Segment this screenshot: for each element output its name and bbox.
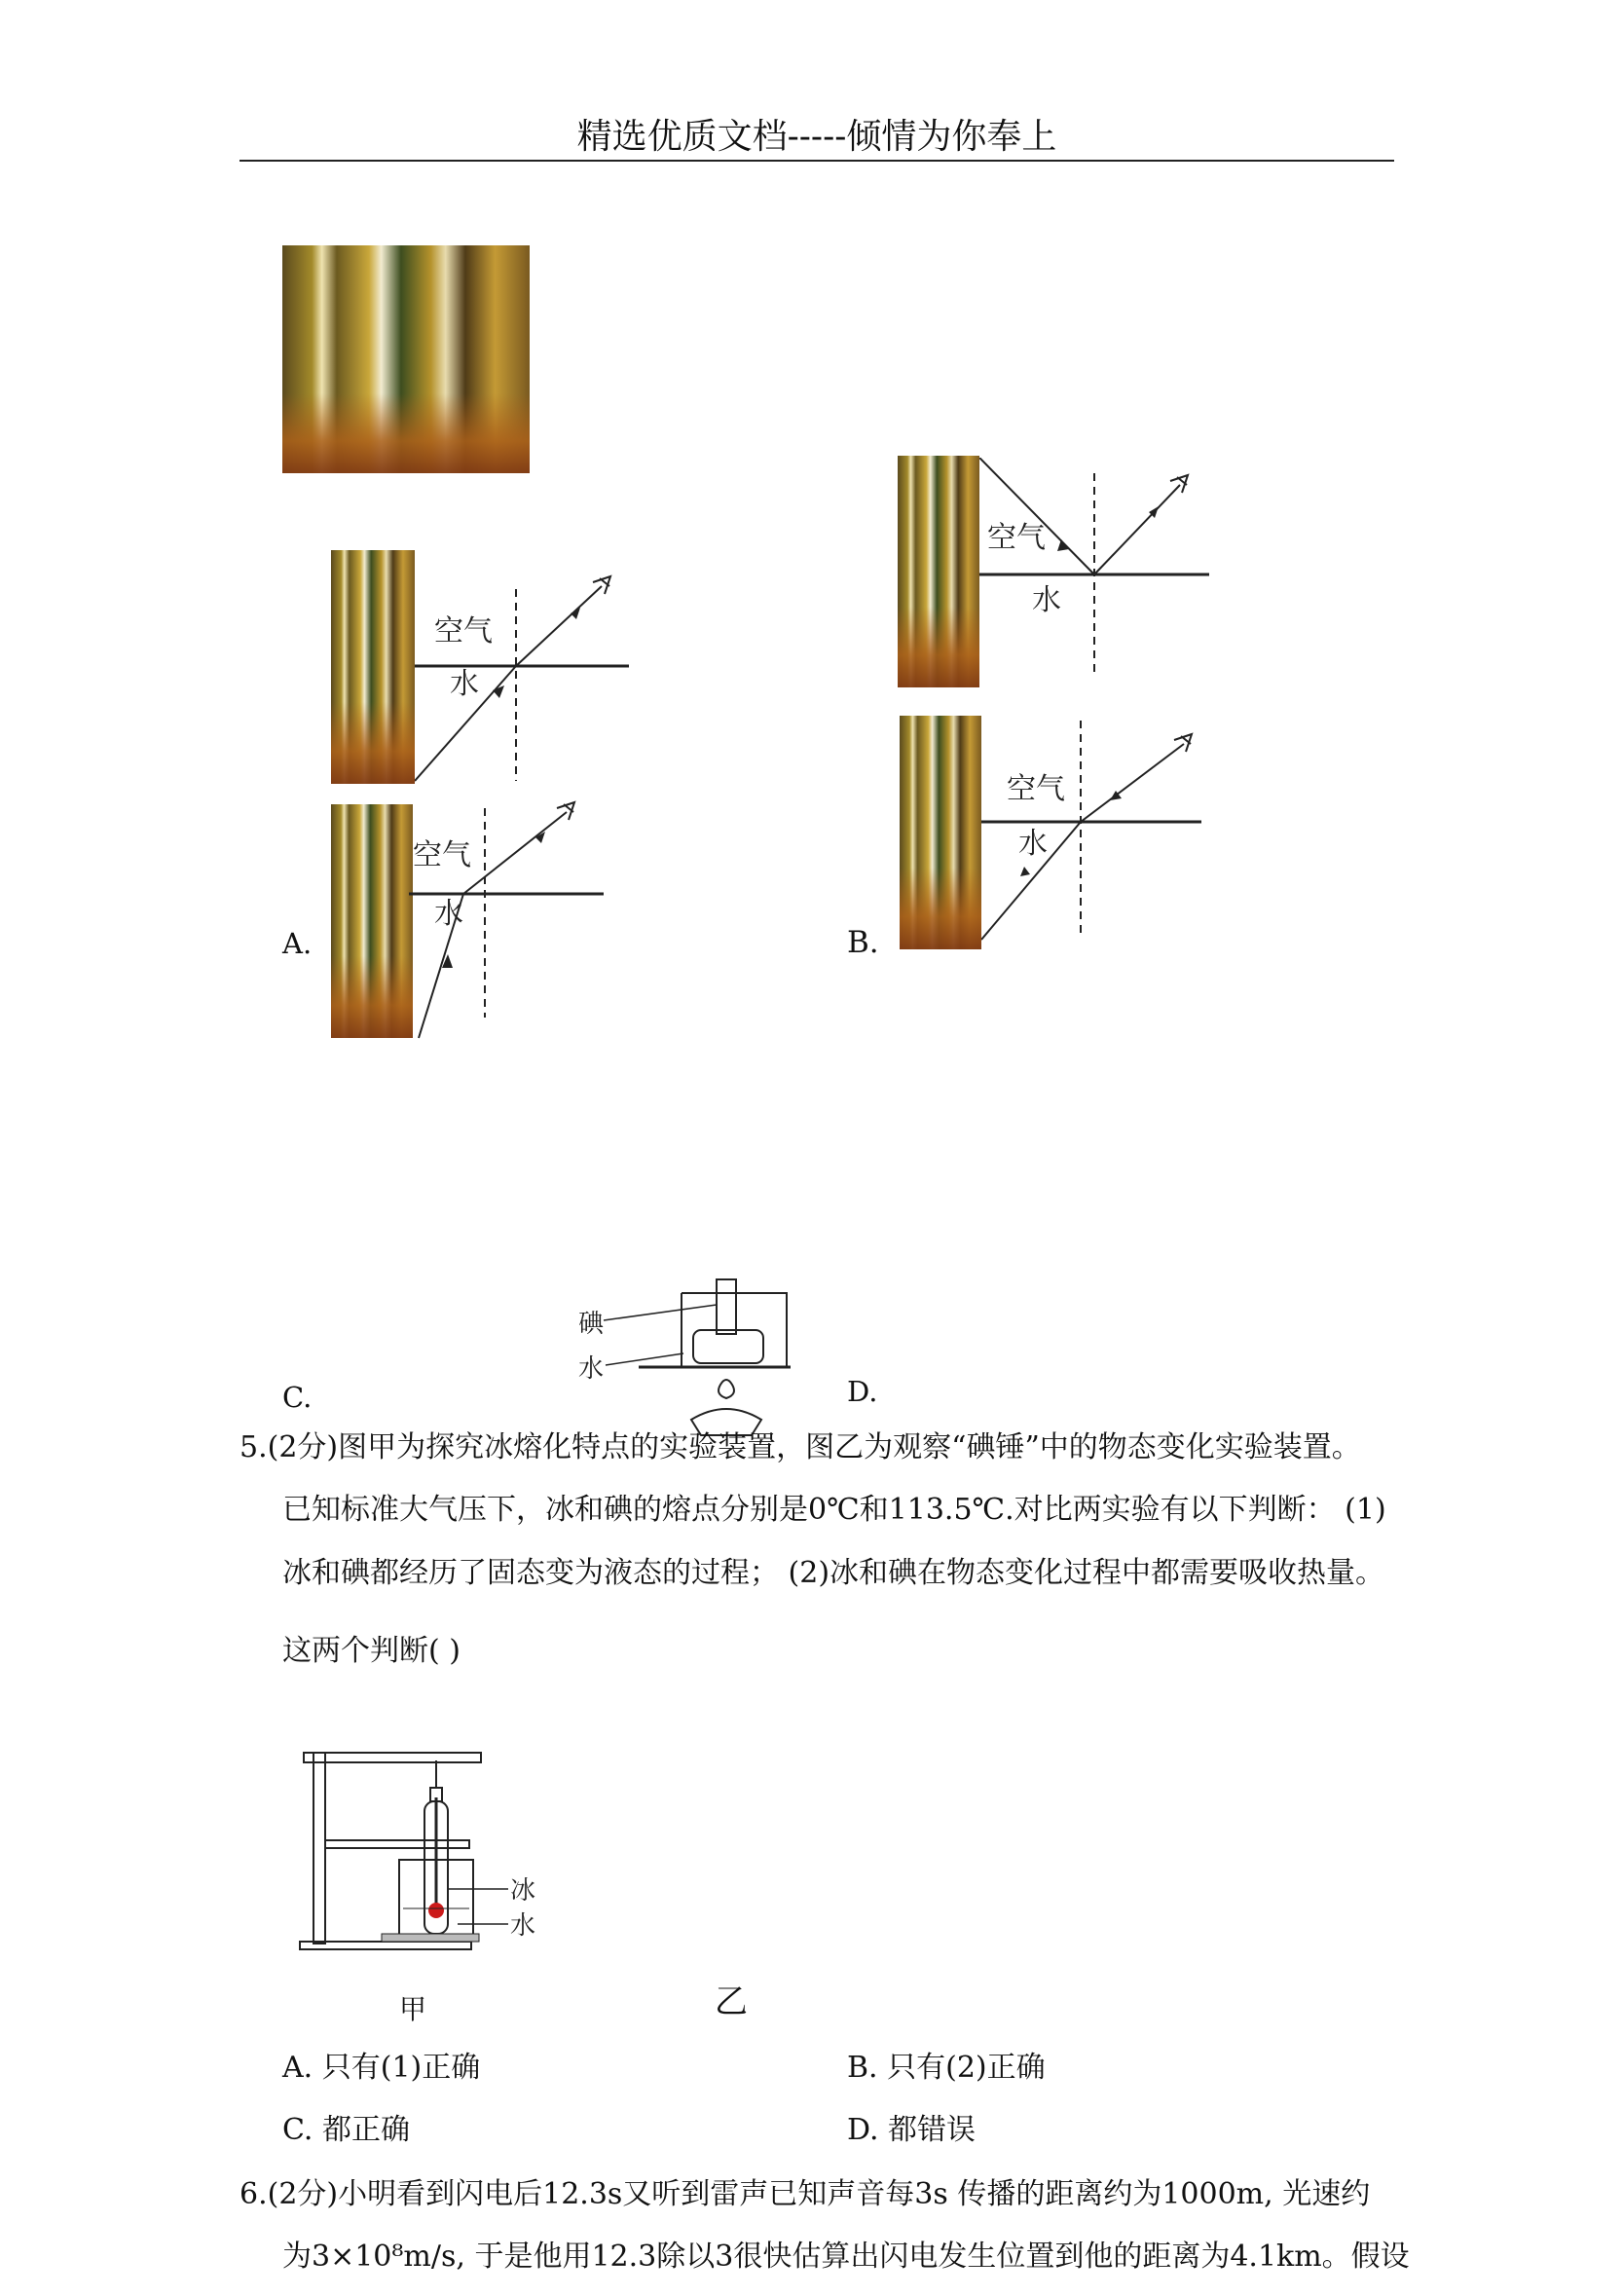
air-label: 空气 (413, 838, 471, 872)
page-header: 精选优质文档-----倾情为你奉上 (240, 115, 1394, 162)
figure-yi-caption: 乙 (715, 1982, 748, 2021)
water-label: 水 (1018, 827, 1048, 861)
question-5-line-4: 这两个判断( ) (282, 1634, 461, 1668)
water-label: 水 (510, 1911, 536, 1941)
water-label: 水 (1032, 583, 1061, 617)
q5-option-a: A. 只有(1)正确 (282, 2051, 481, 2085)
forest-photo (900, 716, 981, 949)
question-5-line-3: 冰和碘都经历了固态变为液态的过程； (2)冰和碘在物态变化过程中都需要吸收热量。 (282, 1556, 1385, 1590)
iodine-label: 碘 (578, 1310, 605, 1339)
water-label: 水 (450, 667, 479, 701)
q5-option-d: D. 都错误 (847, 2113, 977, 2147)
figure-jia-caption: 甲 (399, 1993, 427, 2025)
forest-photo (331, 550, 415, 784)
refraction-diagram-a2 (409, 798, 613, 1042)
forest-photo (331, 804, 413, 1038)
forest-photo (898, 456, 979, 687)
q5-option-c: C. 都正确 (282, 2113, 410, 2147)
question-5-line-1: 5.(2分)图甲为探究冰熔化特点的实验装置，图乙为观察“碘锤”中的物态变化实验装置。 (240, 1430, 1361, 1464)
flame-icon (719, 1380, 734, 1398)
question-6-line-2: 为3×10⁸m/s, 于是他用12.3除以3很快估算出闪电发生位置到他的距离为4.1km。假设 (282, 2240, 1410, 2274)
q5-option-b: B. 只有(2)正确 (847, 2051, 1046, 2085)
option-a-label: A. (282, 927, 313, 960)
option-d-label: D. (847, 1375, 878, 1408)
refraction-diagram-b2 (981, 721, 1205, 944)
forest-photo (282, 245, 530, 473)
air-label: 空气 (1007, 772, 1065, 806)
water-label: 水 (434, 897, 463, 931)
water-label: 水 (578, 1354, 605, 1384)
reflection-diagram-b1 (979, 458, 1213, 682)
eye-icon (1170, 475, 1188, 493)
option-c-label: C. (282, 1381, 313, 1414)
air-label: 空气 (434, 614, 493, 648)
ice-melting-apparatus (292, 1743, 555, 1967)
ice-label: 冰 (510, 1876, 536, 1906)
refraction-diagram-a1 (415, 565, 639, 789)
air-label: 空气 (987, 521, 1046, 555)
question-5-line-2: 已知标准大气压下，冰和碘的熔点分别是0℃和113.5℃.对比两实验有以下判断： (1) (282, 1493, 1386, 1527)
question-6-line-1: 6.(2分)小明看到闪电后12.3s又听到雷声已知声音每3s 传播的距离约为1000m, 光速约 (240, 2177, 1371, 2211)
option-b-label: B. (847, 925, 879, 960)
